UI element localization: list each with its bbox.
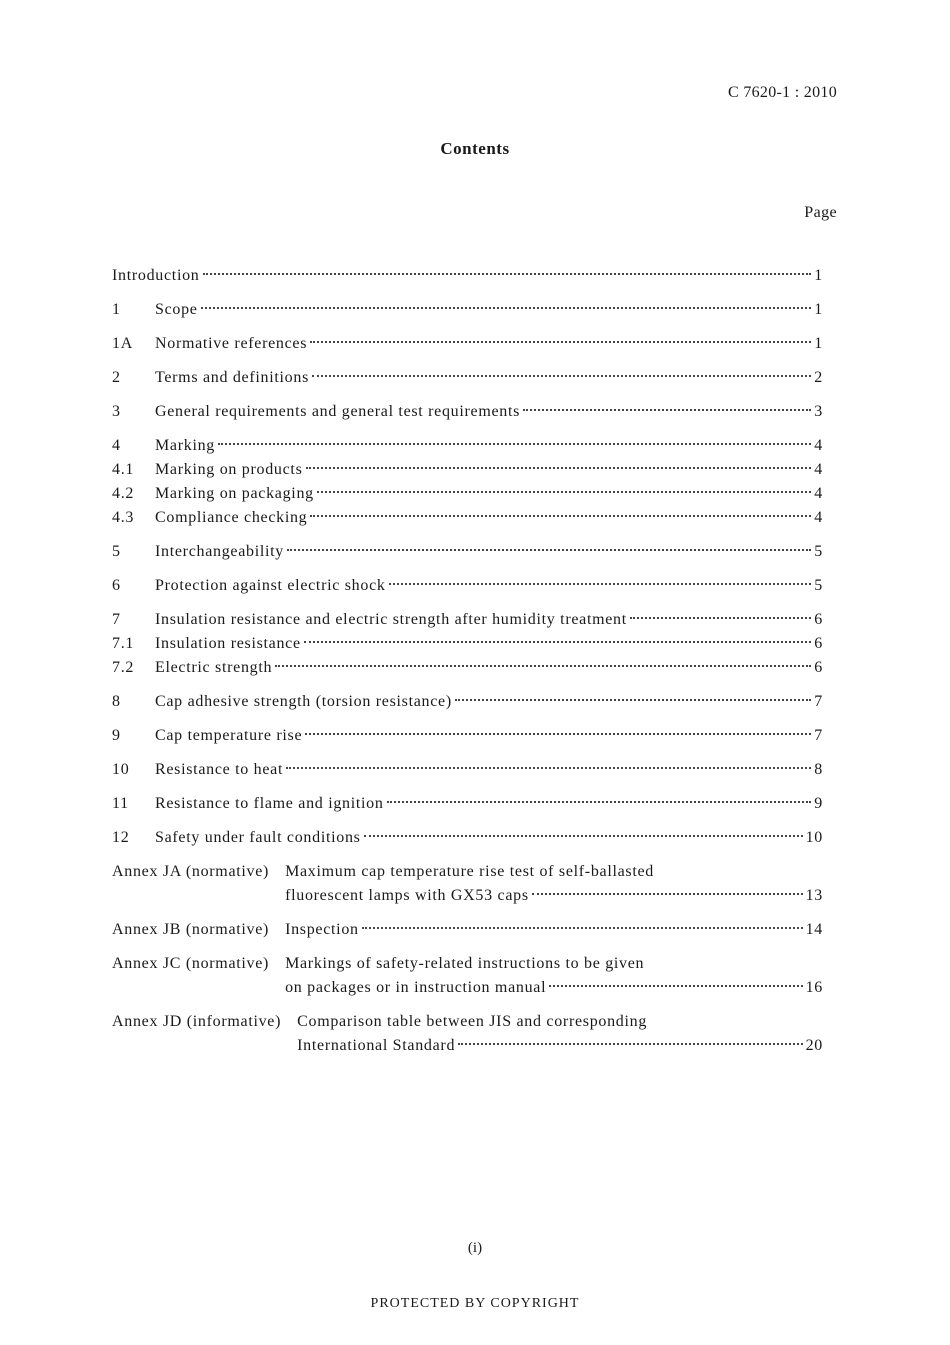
- dot-leader: [458, 1043, 802, 1045]
- toc-entry-page: 2: [814, 369, 823, 386]
- dot-leader: [523, 409, 811, 411]
- toc-entry-page: 7: [814, 693, 823, 710]
- toc-entry-title: Marking on products: [155, 461, 303, 478]
- dot-leader: [306, 467, 812, 469]
- toc-group: [112, 574, 823, 598]
- toc-entry-page: 1: [814, 267, 823, 284]
- toc-annex-title-line: [285, 884, 823, 908]
- toc-annex-entry[interactable]: [112, 1010, 823, 1058]
- toc-entry-number: 7.2: [112, 659, 135, 676]
- toc-entry-page: 6: [814, 611, 823, 628]
- toc-entry-page: 9: [814, 795, 823, 812]
- copyright-notice: PROTECTED BY COPYRIGHT: [370, 1296, 580, 1311]
- toc-group: [112, 826, 823, 850]
- toc-entry-number: 6: [112, 577, 121, 594]
- toc-entry-page: 5: [814, 577, 823, 594]
- toc-entry-page: 13: [805, 887, 823, 904]
- toc-annex-title-line: Markings of safety-related instructions to be given: [285, 955, 645, 972]
- toc-entry-number: 1: [112, 301, 121, 318]
- toc-entry[interactable]: [112, 482, 823, 506]
- toc-entry-title: Electric strength: [155, 659, 273, 676]
- toc-entry-number: 2: [112, 369, 121, 386]
- page-column-label: Page: [804, 204, 837, 221]
- toc-entry[interactable]: [112, 826, 823, 850]
- toc-entry[interactable]: [112, 656, 823, 680]
- toc-entry[interactable]: [112, 458, 823, 482]
- dot-leader: [201, 307, 812, 309]
- toc-group: [112, 792, 823, 816]
- toc-entry-number: 4.2: [112, 485, 135, 502]
- toc-entry-number: 9: [112, 727, 121, 744]
- toc-entry[interactable]: [112, 332, 823, 356]
- toc-annex-body: [285, 918, 823, 942]
- toc-entry-page: 14: [805, 921, 823, 938]
- toc-entry-title: Normative references: [155, 335, 308, 352]
- dot-leader: [287, 549, 811, 551]
- toc-entry-title: Interchangeability: [155, 543, 284, 560]
- toc-entry-number: 10: [112, 761, 130, 778]
- toc-entry-page: 10: [805, 829, 823, 846]
- toc-group: [112, 434, 823, 530]
- toc-entry-page: 4: [814, 461, 823, 478]
- toc-annex-label: Annex JD (informative): [112, 1013, 282, 1030]
- dot-leader: [286, 767, 811, 769]
- toc-entry[interactable]: [112, 724, 823, 748]
- toc-group: [112, 332, 823, 356]
- toc-entry-title: Scope: [155, 301, 198, 318]
- dot-leader: [455, 699, 811, 701]
- dot-leader: [310, 341, 811, 343]
- toc-annex-entry[interactable]: [112, 952, 823, 1000]
- toc-entry-page: 20: [805, 1037, 823, 1054]
- toc-entry[interactable]: [112, 366, 823, 390]
- toc-entry-introduction[interactable]: [112, 264, 823, 288]
- toc-entry-number: 3: [112, 403, 121, 420]
- toc-entry-number: 7: [112, 611, 121, 628]
- toc-entry-page: 6: [814, 635, 823, 652]
- toc-annex-title: fluorescent lamps with GX53 caps: [285, 887, 529, 904]
- dot-leader: [364, 835, 803, 837]
- toc-annex-entry[interactable]: [112, 918, 823, 942]
- toc-group: [112, 298, 823, 322]
- toc-entry[interactable]: [112, 608, 823, 632]
- toc-entry[interactable]: [112, 434, 823, 458]
- toc-entry-title: Resistance to heat: [155, 761, 284, 778]
- toc-annex-title-line: Comparison table between JIS and corresponding: [297, 1013, 648, 1030]
- toc-entry-title: Marking on packaging: [155, 485, 314, 502]
- toc-annex-title-line: Maximum cap temperature rise test of self-ballasted: [285, 863, 654, 880]
- dot-leader: [387, 801, 812, 803]
- toc-annex-body: [285, 860, 823, 908]
- toc-entry[interactable]: [112, 298, 823, 322]
- table-of-contents: [112, 264, 823, 1068]
- toc-entry-title: Insulation resistance and electric strength after humidity treatment: [155, 611, 627, 628]
- toc-entry-title: Marking: [155, 437, 216, 454]
- toc-annex-title: Inspection: [285, 921, 359, 938]
- toc-group: [112, 724, 823, 748]
- toc-entry[interactable]: [112, 400, 823, 424]
- dot-leader: [312, 375, 811, 377]
- toc-annex-title: International Standard: [297, 1037, 456, 1054]
- dot-leader: [389, 583, 812, 585]
- toc-annex-title: on packages or in instruction manual: [285, 979, 547, 996]
- toc-group: [112, 366, 823, 390]
- dot-leader: [549, 985, 802, 987]
- toc-entry[interactable]: [112, 758, 823, 782]
- toc-entry-title: Insulation resistance: [155, 635, 301, 652]
- document-id: C 7620-1 : 2010: [728, 84, 837, 101]
- toc-entry-page: 4: [814, 437, 823, 454]
- toc-group: [112, 400, 823, 424]
- toc-entry[interactable]: [112, 506, 823, 530]
- toc-entry-page: 4: [814, 485, 823, 502]
- toc-entry-number: 12: [112, 829, 130, 846]
- toc-entry[interactable]: [112, 632, 823, 656]
- toc-annex-entry[interactable]: [112, 860, 823, 908]
- toc-entry-page: 16: [805, 979, 823, 996]
- toc-annex-label: Annex JC (normative): [112, 955, 270, 972]
- dot-leader: [317, 491, 811, 493]
- toc-entry-page: 3: [814, 403, 823, 420]
- toc-entry-title: Safety under fault conditions: [155, 829, 361, 846]
- toc-entry-page: 1: [814, 335, 823, 352]
- toc-annex-body: [297, 1010, 823, 1058]
- dot-leader: [203, 273, 812, 275]
- toc-group: [112, 608, 823, 680]
- dot-leader: [362, 927, 803, 929]
- toc-entry-number: 1A: [112, 335, 133, 352]
- toc-group: [112, 758, 823, 782]
- toc-entry-page: 6: [814, 659, 823, 676]
- toc-group: [112, 540, 823, 564]
- dot-leader: [218, 443, 811, 445]
- page-title: Contents: [440, 139, 510, 158]
- toc-annex-label: Annex JA (normative): [112, 863, 270, 880]
- toc-entry-page: 1: [814, 301, 823, 318]
- toc-entry-number: 8: [112, 693, 121, 710]
- toc-entry[interactable]: [112, 574, 823, 598]
- toc-annex-body: [285, 952, 823, 1000]
- toc-entry-number: 4: [112, 437, 121, 454]
- toc-entry[interactable]: [112, 690, 823, 714]
- toc-entry-number: 4.3: [112, 509, 135, 526]
- toc-sections: [112, 298, 823, 850]
- toc-entry-title: General requirements and general test requirements: [155, 403, 521, 420]
- toc-entry-title: Compliance checking: [155, 509, 308, 526]
- toc-annex-label: Annex JB (normative): [112, 921, 270, 938]
- toc-group: [112, 264, 823, 288]
- toc-entry-page: 4: [814, 509, 823, 526]
- dot-leader: [305, 733, 811, 735]
- page-number: (i): [467, 1240, 483, 1256]
- dot-leader: [310, 515, 811, 517]
- toc-entry-number: 4.1: [112, 461, 135, 478]
- toc-entry-number: 5: [112, 543, 121, 560]
- toc-annexes: [112, 860, 823, 1058]
- dot-leader: [275, 665, 811, 667]
- toc-entry[interactable]: [112, 792, 823, 816]
- dot-leader: [532, 893, 803, 895]
- toc-entry-title: Terms and definitions: [155, 369, 309, 386]
- toc-entry-number: 11: [112, 795, 129, 812]
- toc-entry-title: Resistance to flame and ignition: [155, 795, 384, 812]
- dot-leader: [304, 641, 812, 643]
- toc-entry[interactable]: [112, 540, 823, 564]
- toc-group: [112, 690, 823, 714]
- toc-entry-title: Cap adhesive strength (torsion resistance): [155, 693, 452, 710]
- toc-annex-title-line: [285, 918, 823, 942]
- toc-annex-title-line: [285, 976, 823, 1000]
- toc-entry-title: Introduction: [112, 267, 200, 284]
- toc-entry-page: 7: [814, 727, 823, 744]
- toc-annex-title-line: [297, 1034, 823, 1058]
- toc-entry-page: 8: [814, 761, 823, 778]
- toc-entry-title: Cap temperature rise: [155, 727, 303, 744]
- toc-entry-number: 7.1: [112, 635, 135, 652]
- dot-leader: [630, 617, 811, 619]
- toc-entry-page: 5: [814, 543, 823, 560]
- toc-entry-title: Protection against electric shock: [155, 577, 386, 594]
